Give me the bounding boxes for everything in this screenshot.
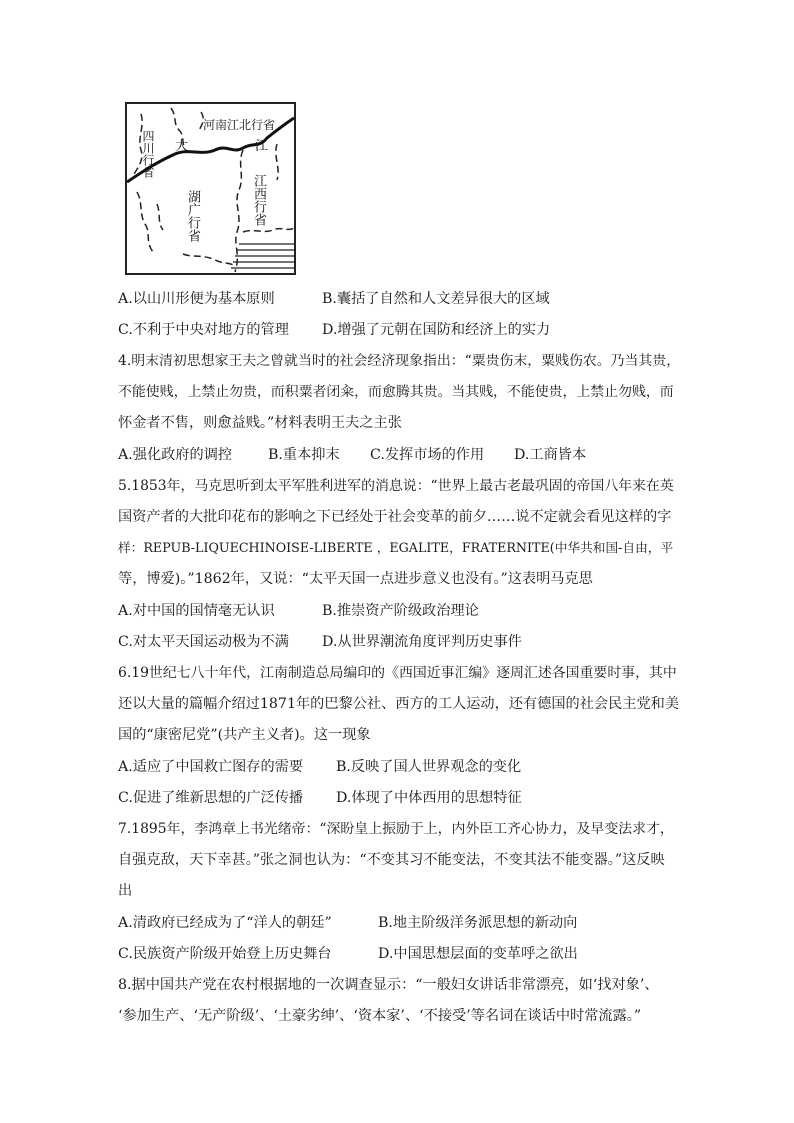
q7-option-d: D.中国思想层面的变革呼之欲出 — [378, 946, 578, 962]
q4-stem-line-1: 4.明末清初思想家王夫之曾就当时的社会经济现象指出：“粟贵伤末，粟贱伤农。乃当其贵， — [118, 353, 681, 369]
q4-option-c: C.发挥市场的作用 — [370, 447, 485, 463]
q4-option-d: D.工商皆本 — [514, 447, 587, 463]
q5-option-a: A.对中国的国情毫无认识 — [118, 603, 275, 619]
q7-option-a: A.清政府已经成为了“洋人的朝廷” — [118, 915, 332, 931]
q3-option-c: C.不利于中央对地方的管理 — [118, 322, 289, 338]
q6-option-c: C.促进了维新思想的广泛传播 — [118, 790, 304, 806]
q7-stem-line-3: 出 — [118, 883, 133, 899]
hatched-area — [231, 244, 294, 268]
q6-option-d: D.体现了中体西用的思想特征 — [336, 790, 522, 806]
q5-stem-line-3: 样：REPUB-LIQUECHINOISE-LIBERTE ，EGALITE，FRATERNITE(中华共和国-自由，平 — [118, 540, 674, 555]
map-label-jiangxi: 江西行省 — [251, 174, 266, 226]
map-label-henan: 河南江北行省 — [203, 118, 276, 132]
q5-stem-line-1: 5.1853年，马克思听到太平军胜利进军的消息说：“世界上最古老最巩固的帝国八年来在英 — [118, 478, 674, 494]
q4-stem-line-2: 不能使贱，上禁止勿贵，而积粟者闭籴，而愈腾其贵。当其贱，不能使贵，上禁止勿贱，而 — [118, 384, 674, 400]
q3-option-b: B.囊括了自然和人文差异很大的区域 — [322, 291, 550, 307]
map-label-huguang: 湖广行省 — [185, 190, 200, 242]
q5-option-d: D.从世界潮流角度评判历史事件 — [322, 634, 522, 650]
province-boundaries — [131, 108, 294, 272]
q7-option-c: C.民族资产阶级开始登上历史舞台 — [118, 946, 332, 962]
q5-stem-line-4: 等，博爱)。”1862年，又说：“太平天国一点进步意义也没有。”这表明马克思 — [118, 571, 593, 587]
q5-option-c: C.对太平天国运动极为不满 — [118, 634, 289, 650]
q6-option-b: B.反映了国人世界观念的变化 — [336, 759, 522, 775]
q7-stem-line-2: 自强克敌，天下幸甚。”张之洞也认为：“不变其习不能变法，不变其法不能变器。”这反映 — [118, 852, 665, 868]
q5-stem-line-2: 国资产者的大批印花布的影响之下已经处于社会变革的前夕……说不定就会看见这样的字 — [118, 509, 672, 525]
map-label-sichuan: 四川行省 — [141, 130, 155, 178]
q8-stem-line-1: 8.据中国共产党在农村根据地的一次调查显示：“一般妇女讲话非常漂亮，如‘找对象’、 — [118, 977, 659, 993]
q6-option-a: A.适应了中国救亡图存的需要 — [118, 759, 304, 775]
q8-stem-line-2: ‘参加生产、‘无产阶级’、‘土豪劣绅’、‘资本家’、‘不接受’等名词在谈话中时常流露。” — [118, 1008, 642, 1024]
q3-option-d: D.增强了元朝在国防和经济上的实力 — [322, 322, 551, 338]
q3-option-a: A.以山川形便为基本原则 — [118, 291, 275, 307]
q4-stem-line-3: 怀金者不售，则愈益贱。”材料表明王夫之主张 — [118, 415, 402, 431]
q4-option-a: A.强化政府的调控 — [118, 447, 233, 463]
q7-stem-line-1: 7.1895年，李鸿章上书光绪帝：“深盼皇上振励于上，内外臣工齐心协力，及早变法求才， — [118, 821, 674, 837]
q4-option-b: B.重本抑末 — [268, 447, 340, 463]
q6-stem-line-1: 6.19世纪七八十年代，江南制造总局编印的《西国近事汇编》逐周汇述各国重要时事，其中 — [118, 665, 677, 681]
map-label-da: 大 — [175, 139, 189, 154]
yuan-province-map — [125, 102, 296, 275]
q6-stem-line-3: 国的“康密尼党”(共产主义者)。这一现象 — [118, 727, 371, 743]
q6-stem-line-2: 还以大量的篇幅介绍过1871年的巴黎公社、西方的工人运动，还有德国的社会民主党和美 — [118, 696, 680, 712]
q7-option-b: B.地主阶级洋务派思想的新动向 — [378, 915, 578, 931]
map-label-jiang: 江 — [255, 139, 269, 154]
q5-option-b: B.推崇资产阶级政治理论 — [322, 603, 479, 619]
